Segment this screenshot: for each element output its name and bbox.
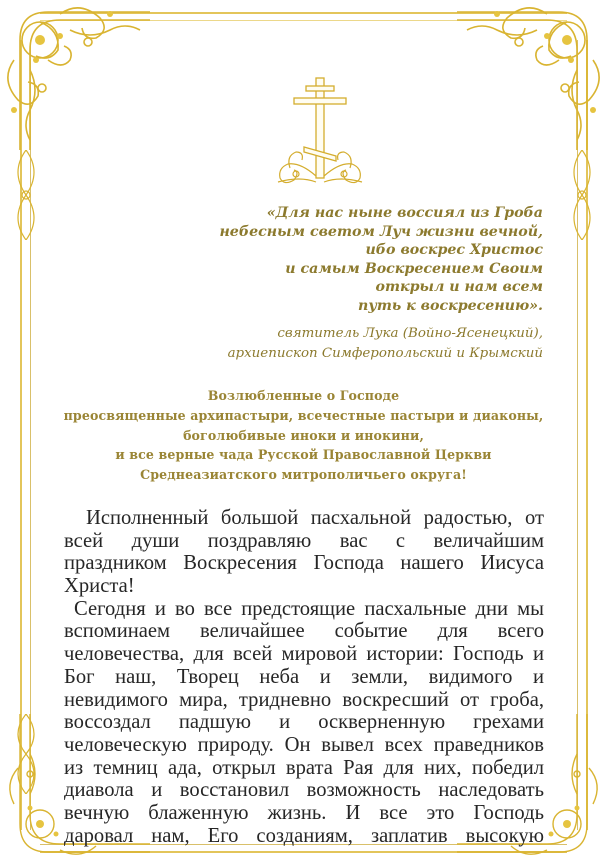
body-line: воссоздал падшую и оскверненную грехами [64,711,544,734]
body-line: Бог наш, Творец неба и земли, видимого и [64,665,544,688]
epigraph-attribution [123,324,543,363]
attribution-line: святитель Лука (Войно-Ясенецкий), [277,326,543,341]
side-vine-right-icon [564,150,600,240]
orthodox-cross-icon [270,72,370,190]
attribution-line: архиепископ Симферопольский и Крымский [227,345,543,361]
body-line: Христа! [64,575,135,598]
epigraph-line: и самым Воскресением Своим [285,260,543,277]
corner-ornament-top-left-icon [0,0,150,150]
body-line: вспоминаем величайшее событие для всего [64,620,544,643]
body-line: праздником Воскресения Господа нашего Иисуса [64,552,544,575]
greeting-address [40,386,567,485]
greeting-line: Возлюбленные о Господе [207,388,400,403]
body-line: человечества, для всей мировой истории: Господь и [64,643,544,666]
greeting-line: преосвященные архипастыри, всечестные пастыри и диаконы, [63,407,544,423]
body-line: невидимого мира, тридневно воскресший от гроба, [64,688,544,711]
greeting-line: и все верные чада Русской Православной Церкви [115,447,492,463]
epigraph-quote [183,204,543,316]
side-vine-left-icon [8,150,44,240]
body-line: Сегодня и во все предстоящие пасхальные дни мы [74,597,544,620]
body-line: вечную блаженную жизнь. И все это Господь [64,801,544,824]
body-line: всей души поздравляю вас с величайшим [64,529,544,552]
body-line: человеческую природу. Он вывел всех праведников [64,733,544,756]
body-line: даровал нам, Его созданиям, заплатив высокую [64,824,544,847]
corner-ornament-top-right-icon [457,0,607,150]
side-vine-left-lower-icon [8,714,44,794]
body-line: диавола и восстановил возможность наследовать [64,779,544,802]
body-line: Исполненный большой пасхальной радостью, от [86,507,544,529]
epigraph-line: «Для нас ныне воссиял из Гроба [266,205,543,221]
epigraph-line: открыл и нам всем [375,279,543,296]
epigraph-line: небесным светом Луч жизни вечной, [219,223,543,240]
greeting-line: боголюбивые иноки и инокини, [183,427,424,443]
body-line: из темниц ада, открыл врата Рая для них, победил [64,756,544,779]
epigraph-line: ибо воскрес Христос [365,242,543,259]
epigraph-line: путь к воскресению». [358,297,543,314]
greeting-line: Среднеазиатского митрополичьего округа! [140,467,467,483]
message-body [64,507,544,847]
